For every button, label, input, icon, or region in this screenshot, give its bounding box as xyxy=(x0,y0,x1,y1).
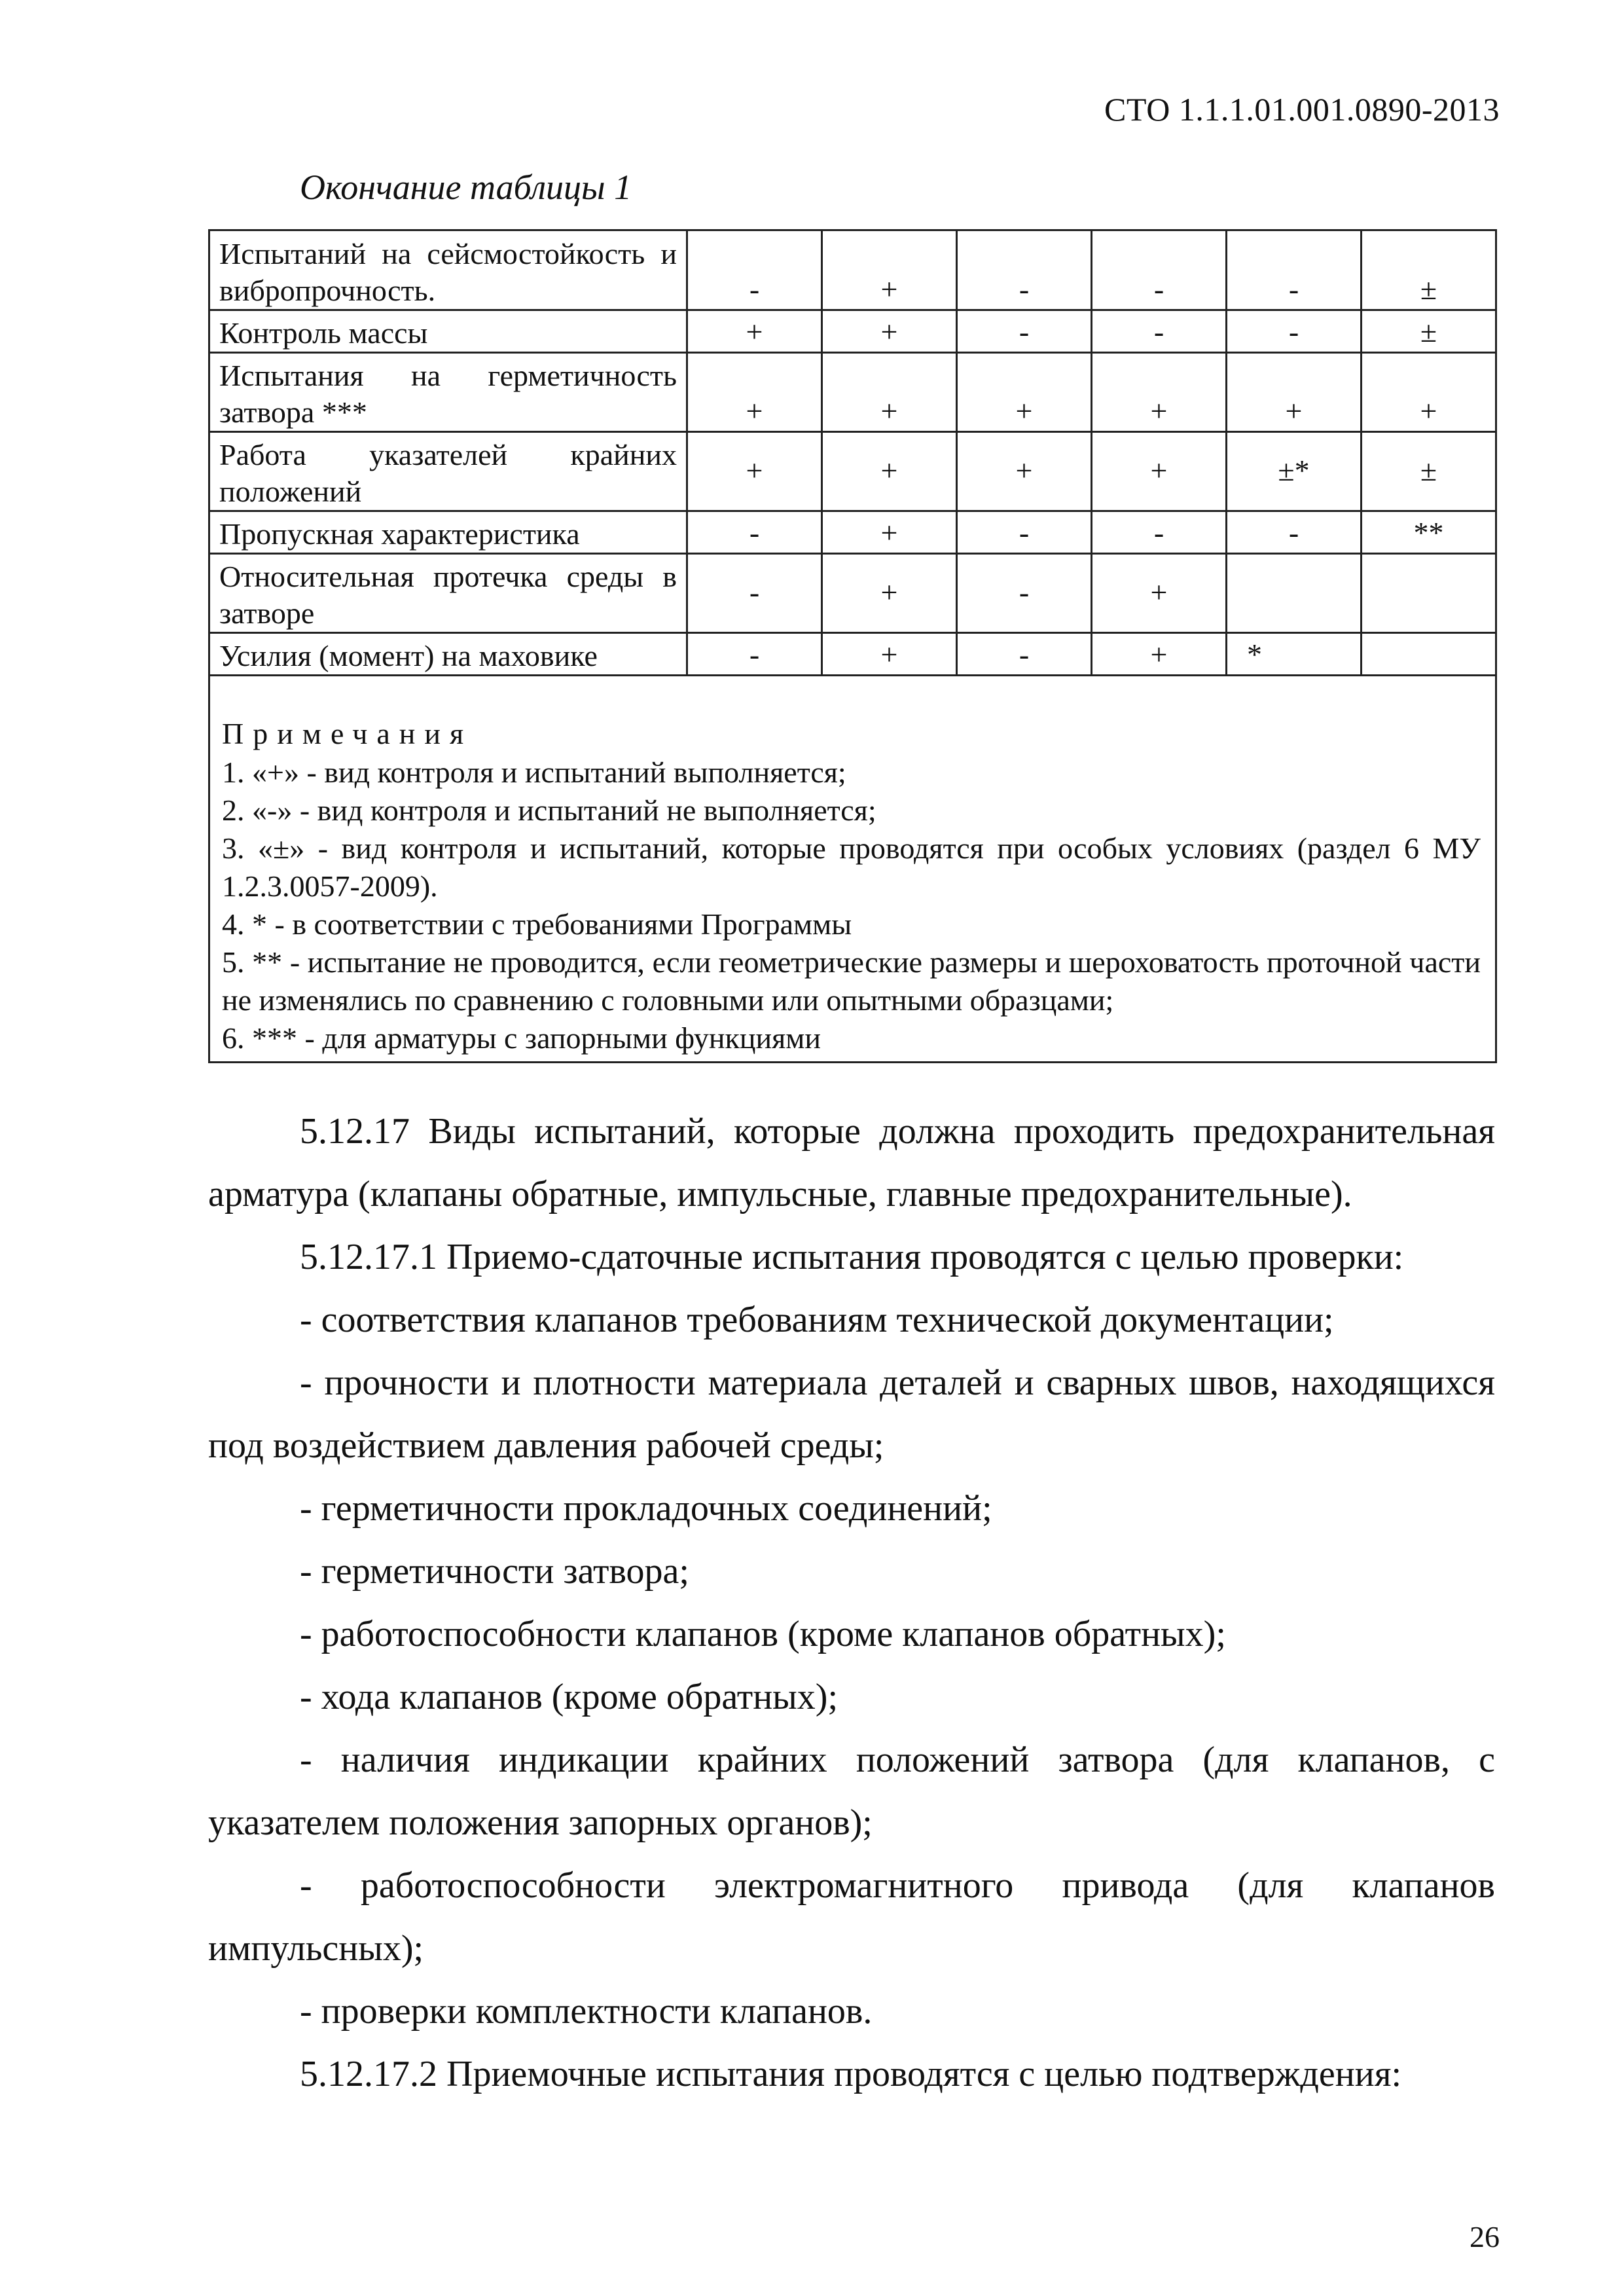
list-item: - герметичности затвора; xyxy=(300,1551,689,1592)
paragraph-5-12-17-2: 5.12.17.2 Приемочные испытания проводятся с целью подтверждения: xyxy=(300,2054,1402,2094)
page-number: 26 xyxy=(1470,2220,1500,2253)
cell-value: - xyxy=(687,633,822,676)
note-item: 3. «±» - вид контроля и испытаний, которые проводятся при особых условиях (раздел 6 МУ 1.2.3.0057-2009). xyxy=(222,831,1481,903)
note-item: 6. *** - для арматуры с запорными функциями xyxy=(222,1021,821,1055)
cell-value: + xyxy=(687,432,822,511)
body-text xyxy=(208,1100,1495,2105)
cell-value: - xyxy=(957,310,1092,353)
cell-value xyxy=(1362,554,1496,633)
note-item: 5. ** - испытание не проводится, если геометрические размеры и шероховатость проточной части не изменялись по сравнению с головными или опытными образцами; xyxy=(222,945,1481,1017)
notes-cell xyxy=(209,676,1496,1063)
cell-value: + xyxy=(1092,353,1227,432)
cell-value xyxy=(1362,633,1496,676)
cell-value: + xyxy=(1092,432,1227,511)
cell-value: + xyxy=(822,511,957,554)
table-row xyxy=(209,511,1496,554)
table-row xyxy=(209,353,1496,432)
notes-heading: Примечания xyxy=(222,717,473,750)
table-1-end xyxy=(208,229,1497,1063)
paragraph-5-12-17-1: 5.12.17.1 Приемо-сдаточные испытания проводятся с целью проверки: xyxy=(300,1237,1404,1277)
cell-value: - xyxy=(687,230,822,310)
notes-row xyxy=(209,676,1496,1063)
cell-value: * xyxy=(1227,633,1362,676)
cell-value: + xyxy=(822,432,957,511)
cell-value: + xyxy=(1092,633,1227,676)
list-item: - работоспособности клапанов (кроме клапанов обратных); xyxy=(300,1614,1226,1654)
cell-value: - xyxy=(957,633,1092,676)
cell-value: + xyxy=(822,230,957,310)
cell-value: ± xyxy=(1362,230,1496,310)
table-row xyxy=(209,554,1496,633)
cell-value: + xyxy=(822,554,957,633)
document-code: СТО 1.1.1.01.001.0890-2013 xyxy=(1104,91,1500,128)
table-caption: Окончание таблицы 1 xyxy=(300,168,632,207)
cell-value: + xyxy=(957,353,1092,432)
note-item: 2. «-» - вид контроля и испытаний не выполняется; xyxy=(222,793,876,827)
cell-value: + xyxy=(687,310,822,353)
list-item: - хода клапанов (кроме обратных); xyxy=(300,1677,839,1717)
row-name: Контроль массы xyxy=(209,310,687,353)
table-row xyxy=(209,633,1496,676)
list-item: - работоспособности электромагнитного привода (для клапанов импульсных); xyxy=(208,1865,1495,1969)
cell-value: ±* xyxy=(1227,432,1362,511)
cell-value: - xyxy=(1227,310,1362,353)
cell-value: ** xyxy=(1362,511,1496,554)
cell-value: - xyxy=(1092,310,1227,353)
cell-value: - xyxy=(957,554,1092,633)
row-name: Работа указателей крайних положений xyxy=(209,432,687,511)
row-name: Усилия (момент) на маховике xyxy=(209,633,687,676)
cell-value: + xyxy=(1227,353,1362,432)
cell-value: ± xyxy=(1362,432,1496,511)
cell-value: - xyxy=(1227,511,1362,554)
row-name: Пропускная характеристика xyxy=(209,511,687,554)
table-row xyxy=(209,230,1496,310)
cell-value: + xyxy=(822,310,957,353)
cell-value: - xyxy=(1227,230,1362,310)
cell-value xyxy=(1227,554,1362,633)
cell-value: - xyxy=(1092,230,1227,310)
list-item: - проверки комплектности клапанов. xyxy=(300,1991,873,2032)
table-row xyxy=(209,432,1496,511)
cell-value: - xyxy=(957,511,1092,554)
cell-value: + xyxy=(822,353,957,432)
cell-value: + xyxy=(1092,554,1227,633)
cell-value: + xyxy=(1362,353,1496,432)
list-item: - прочности и плотности материала деталей и сварных швов, находящихся под воздействием давления рабочей среды; xyxy=(208,1362,1495,1466)
note-item: 1. «+» - вид контроля и испытаний выполняется; xyxy=(222,756,846,789)
row-name: Относительная протечка среды в затворе xyxy=(209,554,687,633)
note-item: 4. * - в соответствии с требованиями Программы xyxy=(222,907,852,941)
paragraph-5-12-17: 5.12.17 Виды испытаний, которые должна проходить предохранительная арматура (клапаны обратные, импульсные, главные предохранительные). xyxy=(208,1111,1495,1214)
cell-value: + xyxy=(822,633,957,676)
cell-value: - xyxy=(687,511,822,554)
row-name: Испытаний на сейсмостойкость и вибропрочность. xyxy=(209,230,687,310)
cell-value: + xyxy=(957,432,1092,511)
list-item: - герметичности прокладочных соединений; xyxy=(300,1488,992,1529)
table-row xyxy=(209,310,1496,353)
cell-value: + xyxy=(687,353,822,432)
row-name: Испытания на герметичность затвора *** xyxy=(209,353,687,432)
cell-value: - xyxy=(957,230,1092,310)
list-item: - соответствия клапанов требованиям технической документации; xyxy=(300,1300,1334,1340)
cell-value: - xyxy=(687,554,822,633)
cell-value: - xyxy=(1092,511,1227,554)
list-item: - наличия индикации крайних положений затвора (для клапанов, с указателем положения запорных органов); xyxy=(208,1740,1495,1843)
cell-value: ± xyxy=(1362,310,1496,353)
